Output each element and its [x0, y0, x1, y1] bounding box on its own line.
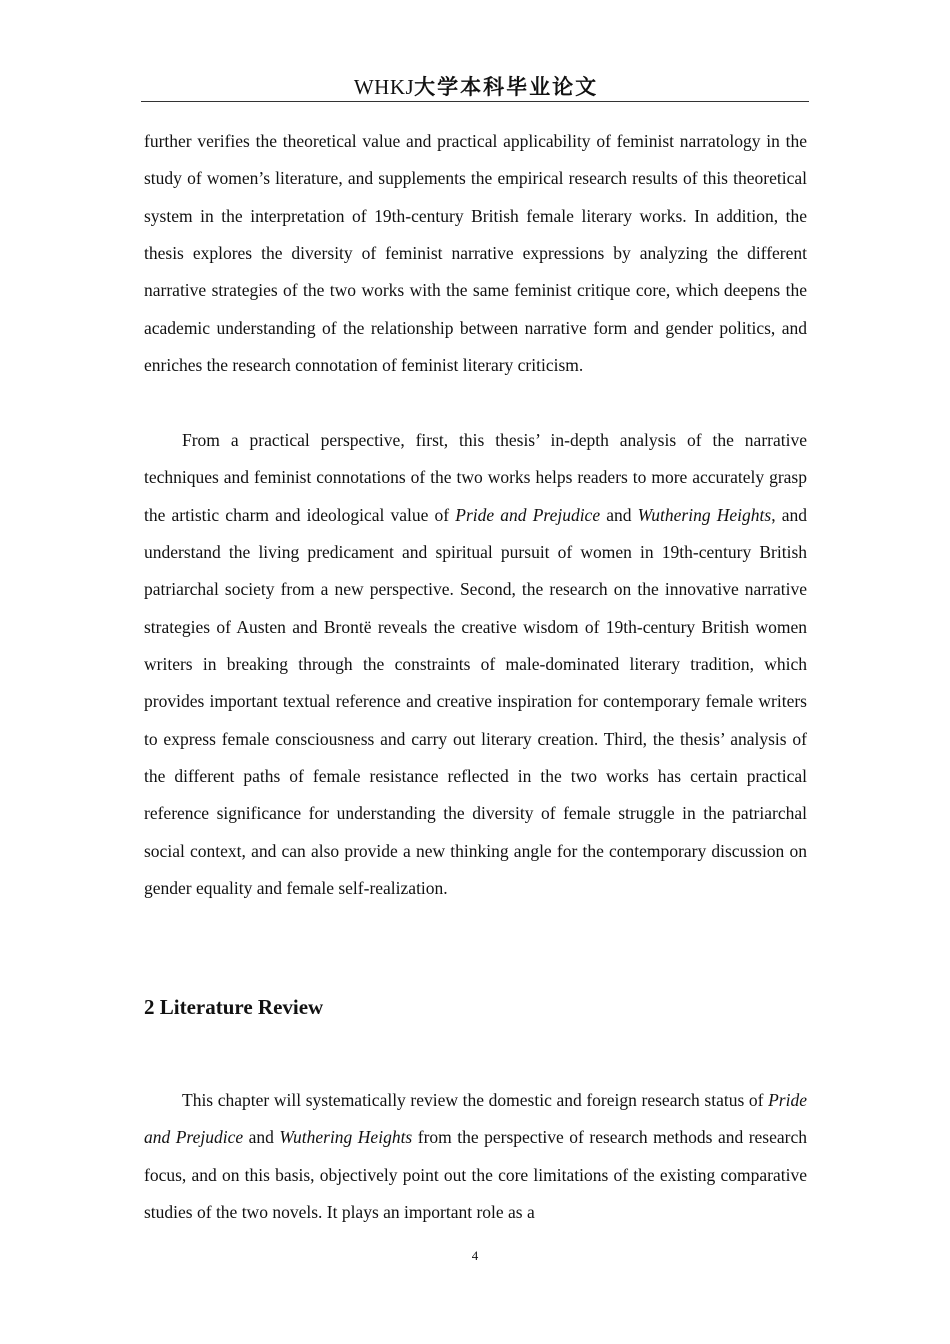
page-number: 4 [471, 1248, 479, 1263]
paragraph-2-text-b: , and understand the living predicament and spiritual pursuit of women in 19th-century British patriarchal society from a new perspective. Second, the research on the innovative narrative strategies of Austen and Brontë reveals the creative wisdom of 19th-century British women writers in breaking through the constraints of male-dominated literary tradition, which provides important textual reference and creative inspiration for contemporary female writers to express female consciousness and carry out literary creation. Third, the thesis’ analysis of the different paths of female resistance reflected in the two works has certain practical reference significance for understanding the diversity of female struggle in the patriarchal social context, and can also provide a new thinking angle for the contemporary discussion on gender equality and female self-realization. [144, 504, 807, 899]
paragraph-3 [144, 1082, 807, 1231]
header-title: 大学本科毕业论文 [414, 75, 599, 99]
paragraph-2-conjunction: and [600, 504, 638, 525]
book-title-wuthering-heights: Wuthering Heights [279, 1127, 413, 1148]
book-title-pride-and-prejudice: Pride and Prejudice [144, 1090, 807, 1148]
paragraph-3-text-b: from the perspective of research methods and research focus, and on this basis, objectively point out the core limitations of the existing comparative studies of the two novels. It plays an important role as a [144, 1127, 807, 1223]
running-header [143, 72, 809, 102]
section-heading: 2 Literature Review [144, 995, 324, 1019]
paragraph-2 [144, 422, 807, 907]
header-prefix: WHKJ [353, 75, 415, 99]
paragraph-3-text-a: This chapter will systematically review the domestic and foreign research status of [182, 1090, 769, 1110]
header-rule [141, 101, 809, 102]
paragraph-2-text-a: From a practical perspective, first, this thesis’ in-depth analysis of the narrative techniques and feminist connotations of the two works helps readers to more accurately grasp the artistic charm and ideological value of [144, 430, 807, 525]
paragraph-1: further verifies the theoretical value and practical applicability of feminist narratology in the study of women’s literature, and supplements the empirical research results of this theoretical system in the interpretation of 19th-century British female literary works. In addition, the thesis explores the diversity of feminist narrative expressions by analyzing the different narrative strategies of the two works with the same feminist critique core, which deepens the academic understanding of the relationship between narrative form and gender politics, and enriches the research connotation of feminist literary criticism. [144, 131, 807, 376]
paragraph-3-conjunction: and [243, 1127, 280, 1148]
book-title-wuthering-heights: Wuthering Heights [637, 504, 772, 525]
book-title-pride-and-prejudice: Pride and Prejudice [455, 504, 601, 525]
